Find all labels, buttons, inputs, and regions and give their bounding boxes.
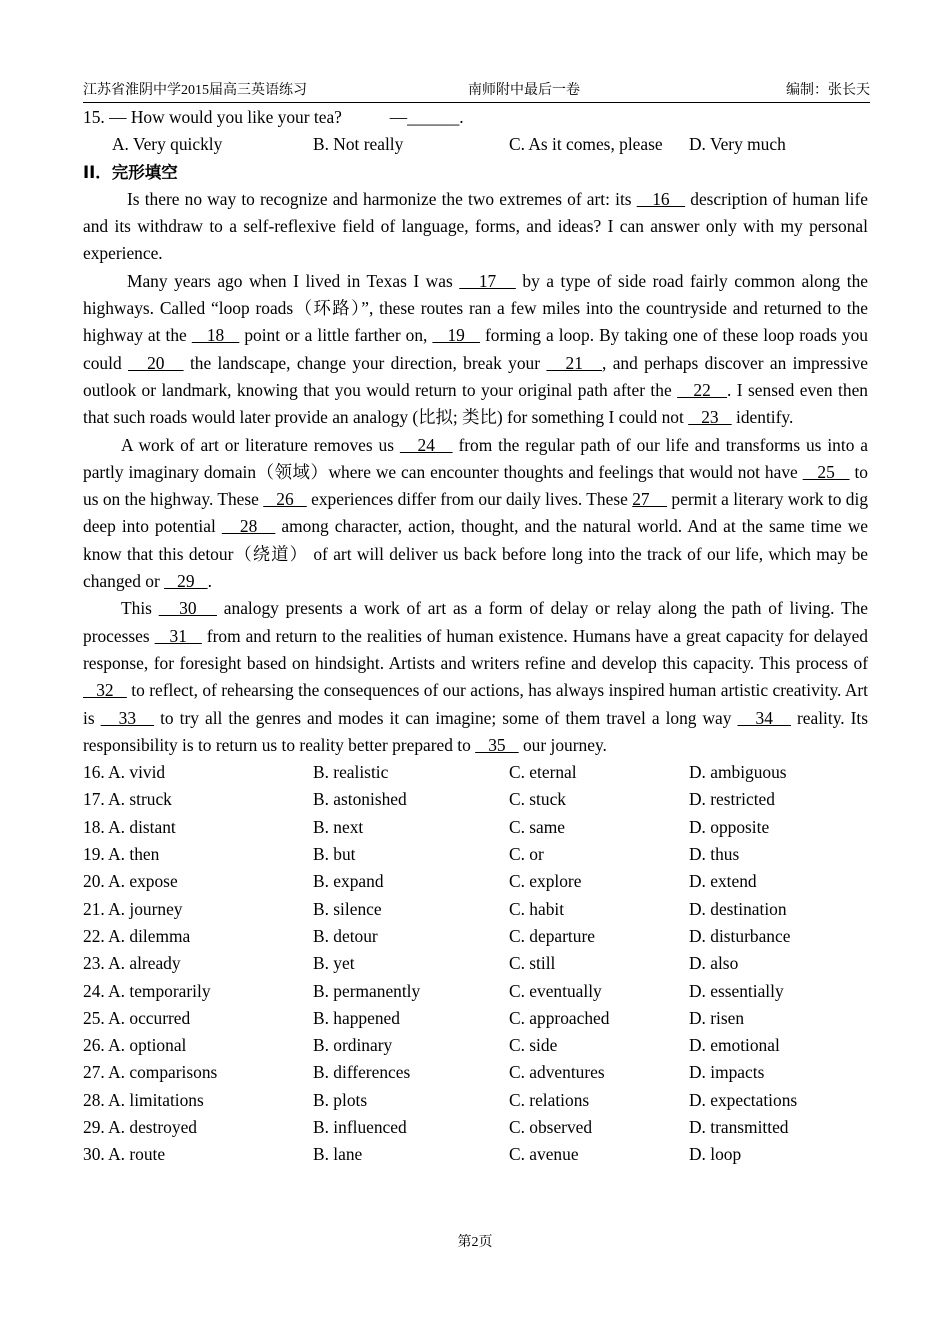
- choice-row: [83, 978, 868, 1005]
- choice-a: 21. A. journey: [83, 898, 183, 919]
- paragraph-text: forming a loop. By taking one of these loop roads you could: [83, 325, 868, 373]
- choice-row: [83, 1005, 868, 1032]
- paragraph-text: the landscape, change your direction, break your: [183, 352, 547, 373]
- paragraph-text: identify.: [731, 407, 794, 428]
- choice-c: C. same: [509, 816, 566, 837]
- header-school: 江苏省淮阴中学2015届高三英语练习: [83, 83, 307, 98]
- blank-31: 31: [154, 625, 202, 646]
- choice-row: [83, 1141, 868, 1168]
- paragraph-text: our journey.: [518, 734, 607, 755]
- paragraph-text: analogy presents a work of art as a form of delay or relay along the path of living. The processes: [83, 598, 869, 646]
- answer-choices: [83, 759, 868, 1168]
- choice-c: C. explore: [509, 871, 582, 892]
- blank-25: 25: [802, 461, 850, 482]
- choice-c: C. still: [509, 953, 556, 974]
- paragraph-text: to us on the highway. These: [83, 461, 868, 510]
- choice-b: B. but: [313, 844, 356, 865]
- option-c: C. As it comes, please: [509, 134, 663, 155]
- choice-d: D. thus: [689, 844, 740, 865]
- choice-a: 22. A. dilemma: [83, 925, 191, 946]
- section-title: II．完形填空: [83, 162, 178, 182]
- option-b: B. Not really: [313, 134, 404, 155]
- choice-d: D. emotional: [689, 1035, 780, 1056]
- choice-c: C. relations: [509, 1089, 590, 1110]
- blank-20: 20: [128, 352, 184, 373]
- paragraph-text: A work of art or literature removes us: [121, 434, 400, 455]
- choice-d: D. destination: [689, 898, 787, 919]
- choice-d: D. expectations: [689, 1089, 798, 1110]
- choice-c: C. departure: [509, 925, 595, 946]
- choice-c: C. approached: [509, 1007, 610, 1028]
- choice-row: [83, 896, 868, 923]
- header-editor: 编制：张长天: [786, 83, 870, 98]
- blank-22: 22: [677, 379, 728, 400]
- paragraph-text: by a type of side road fairly common along the highways. Called “loop roads（环路）”, these routes ran a few miles into the countryside and returned to the highway at the: [83, 270, 868, 346]
- paragraph-text: from and return to the realities of human existence. Humans have a great capacity for delayed response, for foresight based on hindsight. Artists and writers refine and develop this capacity. This process of: [83, 625, 868, 673]
- choice-row: [83, 1114, 868, 1141]
- choice-row: [83, 1059, 868, 1086]
- blank-17: 17: [459, 270, 516, 291]
- choice-a: 28. A. limitations: [83, 1089, 204, 1110]
- choice-row: [83, 814, 868, 841]
- choice-d: D. disturbance: [689, 925, 791, 946]
- choice-c: C. stuck: [509, 789, 567, 810]
- choice-row: [83, 923, 868, 950]
- paragraph-text: .: [207, 571, 212, 592]
- choice-b: B. plots: [313, 1089, 368, 1110]
- blank-28: 28: [221, 516, 276, 537]
- choice-d: D. loop: [689, 1144, 742, 1165]
- choice-a: 23. A. already: [83, 953, 181, 974]
- choice-d: D. restricted: [689, 789, 775, 810]
- question-15-options: [83, 131, 868, 158]
- choice-a: 18. A. distant: [83, 816, 176, 837]
- choice-a: 20. A. expose: [83, 871, 178, 892]
- choice-a: 24. A. temporarily: [83, 980, 211, 1001]
- blank-16: 16: [636, 188, 686, 209]
- choice-d: D. impacts: [689, 1062, 765, 1083]
- paragraph-text: among character, action, thought, and the natural world. And at the same time we know that this detour（绕道） of art will deliver us back before long into the track of our life, which may be changed or: [83, 516, 868, 592]
- blank-35: 35: [475, 734, 519, 755]
- choice-c: C. eventually: [509, 980, 602, 1001]
- paragraph-text: . I sensed even then that such roads would later provide an analogy (比拟; 类比) for something I could not: [83, 379, 868, 428]
- choice-b: B. happened: [313, 1007, 400, 1028]
- paragraph-text: experiences differ from our daily lives. These: [306, 489, 633, 510]
- question-15-reply: —______.: [389, 107, 464, 127]
- option-d: D. Very much: [689, 134, 786, 155]
- choice-c: C. observed: [509, 1116, 593, 1137]
- choice-row: [83, 841, 868, 868]
- choice-b: B. ordinary: [313, 1035, 393, 1056]
- choice-a: 30. A. route: [83, 1144, 166, 1165]
- choice-row: [83, 950, 868, 977]
- choice-row: [83, 1087, 868, 1114]
- page-header: [83, 80, 870, 103]
- choice-d: D. also: [689, 953, 739, 974]
- choice-a: 19. A. then: [83, 844, 160, 865]
- choice-d: D. transmitted: [689, 1116, 789, 1137]
- paragraph-text: Is there no way to recognize and harmonize the two extremes of art: its: [127, 188, 637, 209]
- blank-29: 29: [164, 571, 208, 592]
- page-number: 第2页: [457, 1235, 493, 1250]
- question-15: [83, 104, 868, 131]
- paragraph-text: This: [121, 598, 159, 619]
- option-a: A. Very quickly: [112, 134, 223, 155]
- paragraph-text: from the regular path of our life and transforms us into a partly imaginary domain（领域）where we can encounter thoughts and feelings that would not have: [83, 434, 868, 482]
- cloze-paragraph-2: [83, 268, 868, 432]
- choice-c: C. side: [509, 1035, 558, 1056]
- choice-d: D. opposite: [689, 816, 770, 837]
- cloze-paragraph-1: [83, 186, 868, 268]
- choice-b: B. detour: [313, 925, 378, 946]
- blank-26: 26: [263, 489, 307, 510]
- blank-33: 33: [100, 707, 155, 728]
- choice-row: [83, 759, 868, 786]
- question-15-prompt: 15. — How would you like your tea?: [83, 107, 342, 127]
- paragraph-text: to try all the genres and modes it can imagine; some of them travel a long way: [154, 707, 738, 728]
- paragraph-text: permit a literary work to dig deep into potential: [83, 489, 869, 537]
- blank-24: 24: [399, 434, 453, 455]
- choice-c: C. eternal: [509, 762, 577, 783]
- blank-30: 30: [158, 598, 217, 619]
- blank-32: 32: [83, 680, 127, 701]
- choice-c: C. adventures: [509, 1062, 605, 1083]
- paragraph-text: point or a little farther on,: [239, 325, 433, 346]
- cloze-paragraph-4: [83, 595, 868, 759]
- choice-d: D. extend: [689, 871, 757, 892]
- choice-row: [83, 868, 868, 895]
- choice-b: B. next: [313, 816, 364, 837]
- choice-c: C. avenue: [509, 1144, 579, 1165]
- choice-d: D. ambiguous: [689, 762, 787, 783]
- choice-a: 27. A. comparisons: [83, 1062, 218, 1083]
- blank-21: 21: [546, 352, 602, 373]
- choice-d: D. risen: [689, 1007, 745, 1028]
- choice-a: 25. A. occurred: [83, 1007, 191, 1028]
- choice-b: B. astonished: [313, 789, 407, 810]
- choice-b: B. permanently: [313, 980, 421, 1001]
- choice-d: D. essentially: [689, 980, 784, 1001]
- choice-a: 29. A. destroyed: [83, 1116, 197, 1137]
- paragraph-text: Many years ago when I lived in Texas I was: [127, 270, 460, 291]
- header-paper-title: 南师附中最后一卷: [468, 83, 580, 98]
- blank-18: 18: [191, 325, 240, 346]
- paragraph-text: reality. Its responsibility is to return us to reality better prepared to: [83, 707, 869, 755]
- blank-23: 23: [688, 407, 732, 428]
- paragraph-text: description of human life and its withdraw to a self-reflexive field of language, forms, and ideas? I can answer only with my personal experience.: [83, 188, 868, 264]
- choice-row: [83, 786, 868, 813]
- choice-c: C. or: [509, 844, 544, 865]
- choice-b: B. realistic: [313, 762, 389, 783]
- exam-body: [83, 104, 868, 1169]
- choice-b: B. silence: [313, 898, 382, 919]
- blank-34: 34: [737, 707, 791, 728]
- choice-b: B. lane: [313, 1144, 363, 1165]
- choice-b: B. differences: [313, 1062, 411, 1083]
- cloze-paragraph-3: [83, 432, 868, 596]
- choice-a: 16. A. vivid: [83, 762, 166, 783]
- choice-b: B. influenced: [313, 1116, 407, 1137]
- blank-27: 27: [632, 489, 668, 510]
- choice-b: B. yet: [313, 953, 355, 974]
- choice-a: 26. A. optional: [83, 1035, 187, 1056]
- choice-b: B. expand: [313, 871, 384, 892]
- blank-19: 19: [432, 325, 480, 346]
- paragraph-text: to reflect, of rehearsing the consequences of our actions, has always inspired human artistic creativity. Art is: [83, 680, 868, 728]
- paragraph-text: , and perhaps discover an impressive outlook or landmark, knowing that you would return to your original path after the: [83, 352, 869, 400]
- choice-a: 17. A. struck: [83, 789, 172, 810]
- choice-c: C. habit: [509, 898, 565, 919]
- choice-row: [83, 1032, 868, 1059]
